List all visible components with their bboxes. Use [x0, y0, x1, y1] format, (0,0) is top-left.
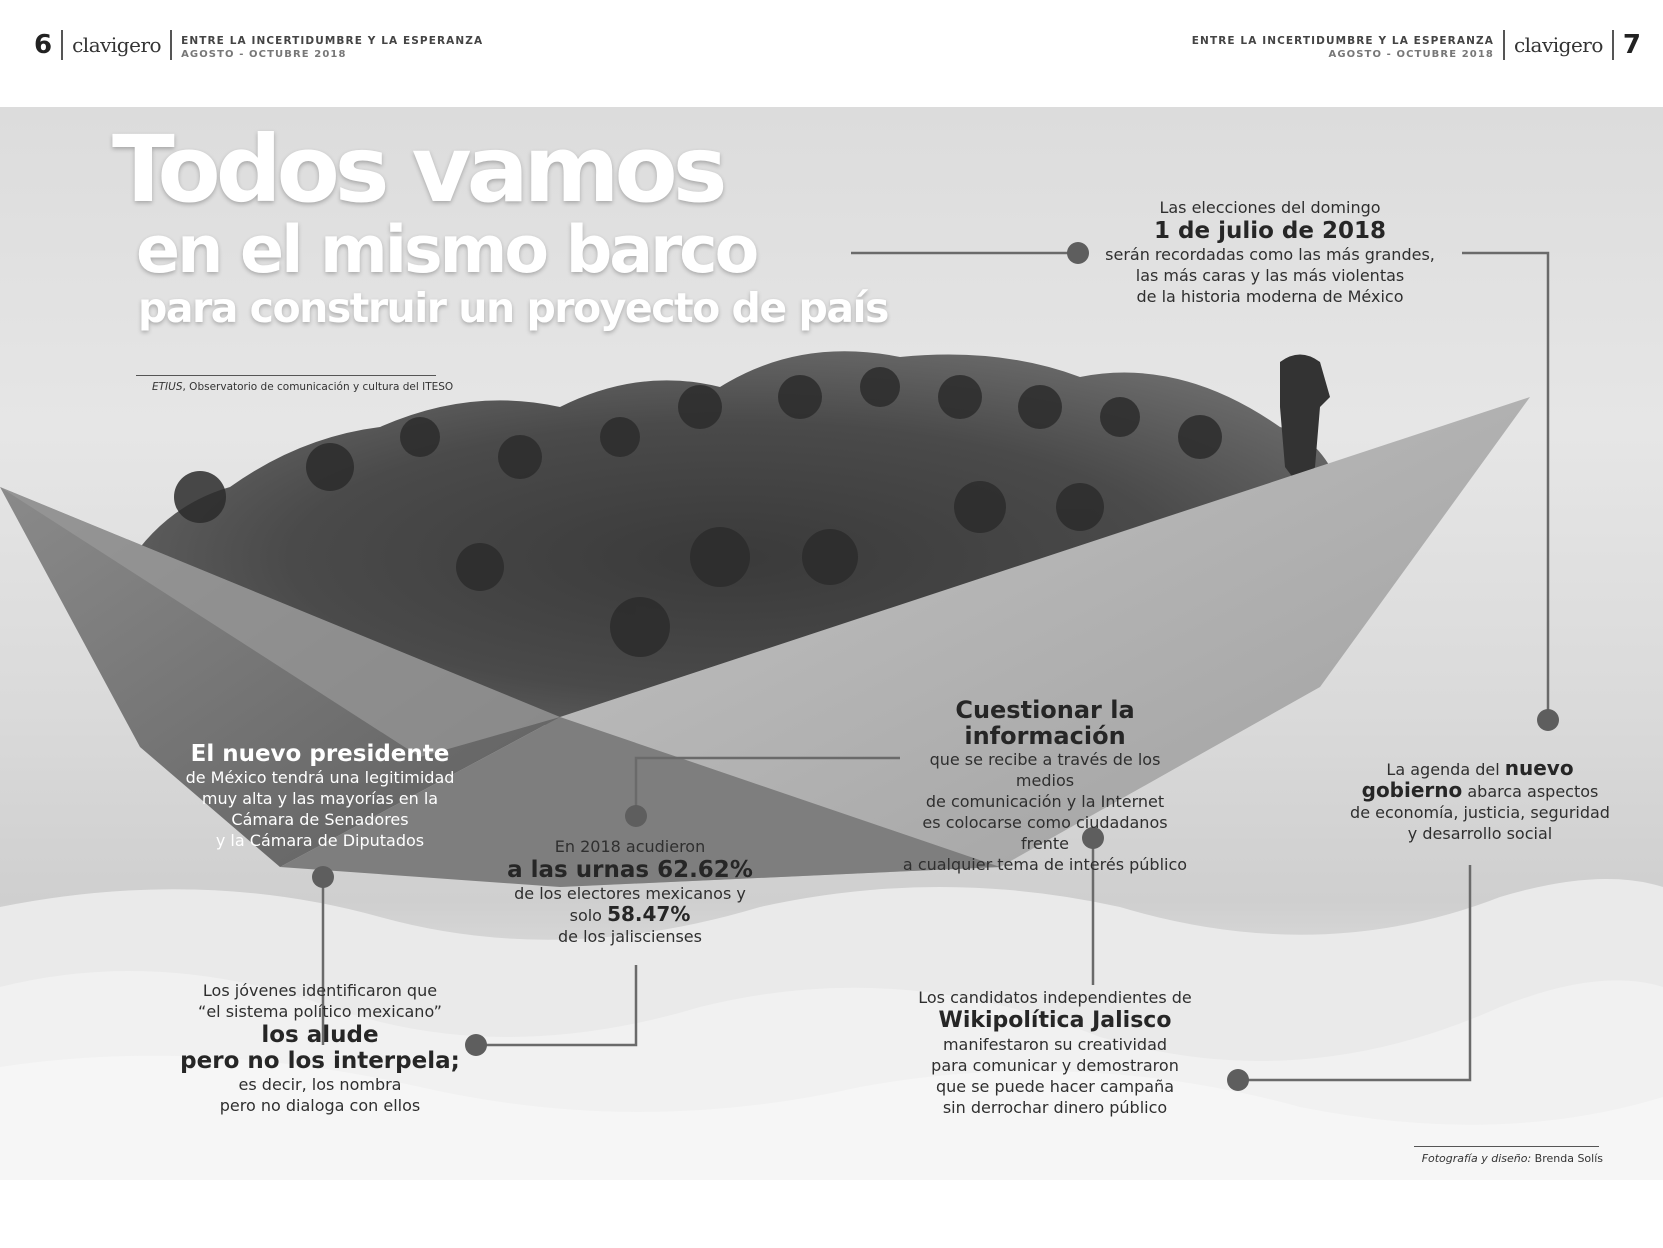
- callout-line: de comunicación y la Internet: [925, 792, 1165, 811]
- callout-line: [1320, 758, 1640, 780]
- callout-highlight: gobierno: [1361, 778, 1463, 802]
- callout-line: serán recordadas como las más grandes,: [1105, 245, 1435, 264]
- elections-callout: [1070, 197, 1470, 307]
- callout-line: de economía, justicia, seguridad: [1350, 803, 1610, 822]
- issue-date: AGOSTO - OCTUBRE 2018: [1328, 49, 1494, 60]
- callout-line: para comunicar y demostraron: [931, 1056, 1179, 1075]
- callout-text: abarca aspectos: [1462, 782, 1599, 801]
- magazine-name-left: clavigero: [72, 33, 162, 57]
- callout-highlight: Wikipolítica Jalisco: [938, 1008, 1172, 1033]
- callout-line: manifestaron su creatividad: [942, 1035, 1168, 1054]
- callout-line: de México tendrá una legitimidad: [185, 768, 455, 787]
- callout-highlight: 58.47%: [607, 902, 691, 926]
- government-callout: [1320, 758, 1640, 844]
- byline-affiliation: , Observatorio de comunicación y cultura del ITESO: [182, 381, 454, 393]
- callout-line: “el sistema político mexicano”: [198, 1002, 442, 1021]
- section-title: ENTRE LA INCERTIDUMBRE Y LA ESPERANZA: [1191, 35, 1494, 47]
- youth-callout: [170, 980, 470, 1116]
- turnout-callout: [490, 836, 770, 947]
- title-line-1: Todos vamos: [112, 116, 723, 223]
- information-callout: [900, 697, 1190, 875]
- callout-line: [1320, 780, 1640, 802]
- callout-line: es decir, los nombra: [238, 1075, 402, 1094]
- callout-line: En 2018 acudieron: [554, 837, 706, 856]
- callout-line: y la Cámara de Diputados: [215, 831, 425, 850]
- callout-line: y desarrollo social: [1407, 824, 1553, 843]
- president-callout: [170, 741, 470, 851]
- photo-credit-name: Brenda Solís: [1531, 1152, 1603, 1165]
- magazine-name-right: clavigero: [1513, 33, 1603, 57]
- callout-line: a cualquier tema de interés público: [902, 855, 1188, 874]
- callout-line: Cámara de Senadores: [231, 810, 409, 829]
- photo-credit-rule: [1414, 1146, 1599, 1147]
- callout-highlight: 1 de julio de 2018: [1154, 218, 1386, 244]
- callout-line: Las elecciones del domingo: [1159, 198, 1381, 217]
- callout-highlight: pero no los interpela;: [180, 1048, 460, 1074]
- callout-line: de los electores mexicanos y: [514, 884, 746, 903]
- callout-line: las más caras y las más violentas: [1135, 266, 1405, 285]
- callout-highlight: nuevo: [1504, 756, 1574, 780]
- callout-line: es colocarse como ciudadanos frente: [922, 813, 1168, 853]
- callout-highlight: los alude: [261, 1022, 379, 1048]
- section-title: ENTRE LA INCERTIDUMBRE Y LA ESPERANZA: [181, 35, 484, 47]
- title-line-2: en el mismo barco: [136, 213, 757, 288]
- callout-line: pero no dialoga con ellos: [219, 1096, 421, 1115]
- callout-highlight: El nuevo presidente: [190, 741, 450, 767]
- callout-line: muy alta y las mayorías en la: [201, 789, 439, 808]
- callout-line: Los candidatos independientes de: [918, 988, 1192, 1007]
- wikipolitica-callout: [905, 987, 1205, 1118]
- callout-line: sin derrochar dinero público: [942, 1098, 1168, 1117]
- callout-line: Los jóvenes identificaron que: [202, 981, 438, 1000]
- callout-line: que se puede hacer campaña: [935, 1077, 1175, 1096]
- page-number-right: 7: [1622, 30, 1641, 60]
- callout-highlight: Cuestionar la información: [955, 696, 1135, 750]
- photo-credit: [1422, 1152, 1603, 1165]
- title-line-3: para construir un proyecto de país: [138, 284, 888, 332]
- photo-credit-label: Fotografía y diseño:: [1421, 1152, 1532, 1165]
- page-number-left: 6: [34, 30, 53, 60]
- callout-line: que se recibe a través de los medios: [929, 750, 1161, 790]
- issue-date: AGOSTO - OCTUBRE 2018: [181, 49, 347, 60]
- callout-text: solo: [569, 906, 608, 925]
- callout-line: de los jaliscienses: [558, 927, 702, 946]
- callout-line: [490, 904, 770, 926]
- callout-line: de la historia moderna de México: [1136, 287, 1404, 306]
- callout-highlight: a las urnas 62.62%: [507, 857, 753, 883]
- callout-text: La agenda del: [1386, 760, 1505, 779]
- byline-author: ETIUS: [152, 381, 183, 393]
